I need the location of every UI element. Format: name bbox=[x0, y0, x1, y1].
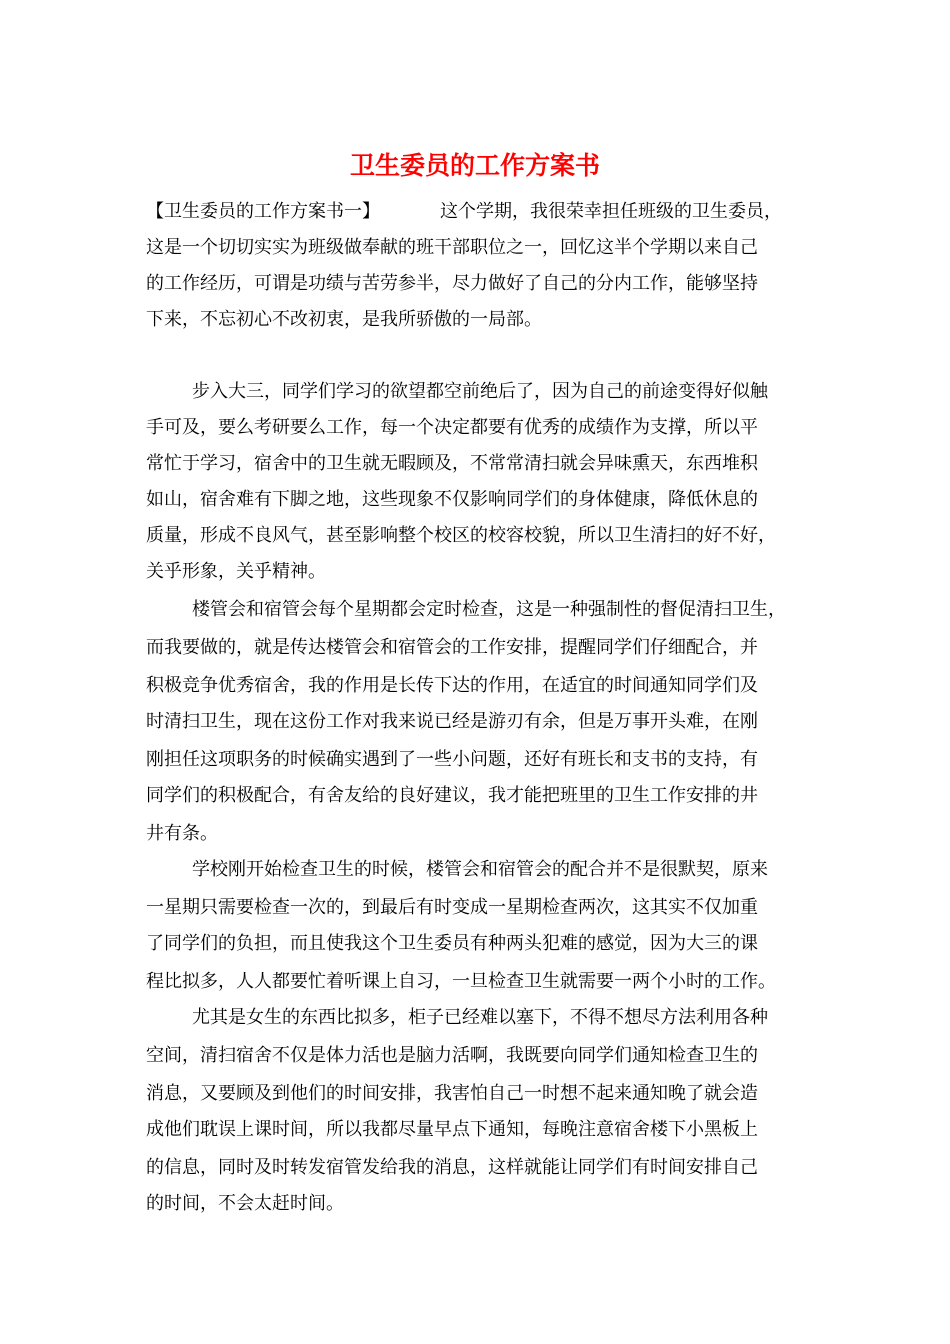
paragraph-line: 下来，不忘初心不改初衷，是我所骄傲的一局部。 bbox=[146, 309, 542, 330]
paragraph-line: 这个学期，我很荣幸担任班级的卫生委员， bbox=[440, 201, 782, 222]
paragraph-line: 尤其是女生的东西比拟多，柜子已经难以塞下，不得不想尽方法利用各种 bbox=[192, 1007, 768, 1028]
paragraph-line: 同学们的积极配合，有舍友给的良好建议，我才能把班里的卫生工作安排的井 bbox=[146, 785, 758, 806]
paragraph-line: 的工作经历，可谓是功绩与苦劳参半，尽力做好了自己的分内工作，能够坚持 bbox=[146, 273, 758, 294]
paragraph-line: 成他们耽误上课时间，所以我都尽量早点下通知，每晚注意宿舍楼下小黑板上 bbox=[146, 1119, 758, 1140]
paragraph-line: 一星期只需要检查一次的，到最后有时变成一星期检查两次，这其实不仅加重 bbox=[146, 897, 758, 918]
paragraph-line: 时清扫卫生，现在这份工作对我来说已经是游刃有余，但是万事开头难，在刚 bbox=[146, 711, 758, 732]
paragraph-line: 质量，形成不良风气，甚至影响整个校区的校容校貌，所以卫生清扫的好不好， bbox=[146, 525, 776, 546]
paragraph-line: 步入大三，同学们学习的欲望都空前绝后了，因为自己的前途变得好似触 bbox=[192, 381, 768, 402]
paragraph-line: 如山，宿舍难有下脚之地，这些现象不仅影响同学们的身体健康，降低休息的 bbox=[146, 489, 758, 510]
paragraph-line: 楼管会和宿管会每个星期都会定时检查，这是一种强制性的督促清扫卫生， bbox=[192, 599, 786, 620]
paragraph-line: 程比拟多，人人都要忙着听课上自习，一旦检查卫生就需要一两个小时的工作。 bbox=[146, 971, 776, 992]
paragraph-line: 了同学们的负担，而且使我这个卫生委员有种两头犯难的感觉，因为大三的课 bbox=[146, 933, 758, 954]
paragraph-line: 而我要做的，就是传达楼管会和宿管会的工作安排，提醒同学们仔细配合，并 bbox=[146, 637, 758, 658]
paragraph-line: 积极竞争优秀宿舍，我的作用是长传下达的作用，在适宜的时间通知同学们及 bbox=[146, 675, 758, 696]
paragraph-line: 常忙于学习，宿舍中的卫生就无暇顾及，不常常清扫就会异味熏天，东西堆积 bbox=[146, 453, 758, 474]
paragraph-line: 手可及，要么考研要么工作，每一个决定都要有优秀的成绩作为支撑，所以平 bbox=[146, 417, 758, 438]
paragraph-line: 刚担任这项职务的时候确实遇到了一些小问题，还好有班长和支书的支持，有 bbox=[146, 749, 758, 770]
paragraph-line: 这是一个切切实实为班级做奉献的班干部职位之一，回忆这半个学期以来自己 bbox=[146, 237, 758, 258]
paragraph-line: 的信息，同时及时转发宿管发给我的消息，这样就能让同学们有时间安排自己 bbox=[146, 1157, 758, 1178]
paragraph-line: 消息，又要顾及到他们的时间安排，我害怕自己一时想不起来通知晚了就会造 bbox=[146, 1083, 758, 1104]
paragraph-line: 井有条。 bbox=[146, 823, 218, 844]
paragraph-line: 关乎形象，关乎精神。 bbox=[146, 561, 326, 582]
section-label: 【卫生委员的工作方案书一】 bbox=[146, 201, 380, 222]
paragraph-line: 学校刚开始检查卫生的时候，楼管会和宿管会的配合并不是很默契，原来 bbox=[192, 859, 768, 880]
paragraph-line: 空间，清扫宿舍不仅是体力活也是脑力活啊，我既要向同学们通知检查卫生的 bbox=[146, 1045, 758, 1066]
paragraph-line: 的时间，不会太赶时间。 bbox=[146, 1193, 344, 1214]
document-title: 卫生委员的工作方案书 bbox=[349, 151, 600, 180]
